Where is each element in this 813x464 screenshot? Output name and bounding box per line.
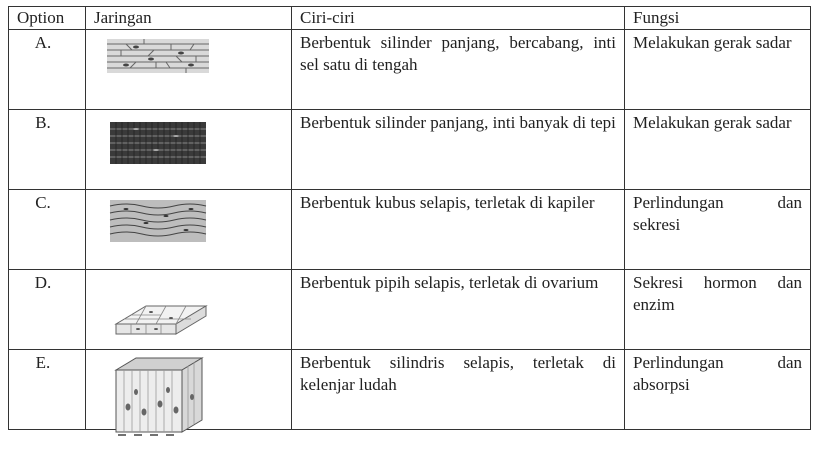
ciri-cell: Berbentuk pipih selapis, terletak di ovarium <box>292 270 625 350</box>
columnar-epithelium-image <box>106 352 210 438</box>
option-label: E. <box>9 350 86 430</box>
fungsi-cell: Sekresi hormon dan enzim <box>625 270 811 350</box>
cardiac-muscle-tissue-image <box>106 36 210 76</box>
table-row <box>9 270 811 350</box>
ciri-cell: Berbentuk silindris selapis, terletak di kelenjar ludah <box>292 350 625 430</box>
header-ciri: Ciri-ciri <box>292 7 625 30</box>
ciri-cell: Berbentuk silinder panjang, bercabang, inti sel satu di tengah <box>292 30 625 110</box>
header-option: Option <box>9 7 86 30</box>
option-label: B. <box>9 110 86 190</box>
tissue-image-cell <box>86 350 292 430</box>
table-row <box>9 350 811 430</box>
table-row <box>9 190 811 270</box>
squamous-epithelium-image <box>106 284 210 344</box>
option-label: C. <box>9 190 86 270</box>
table-row <box>9 110 811 190</box>
ciri-cell: Berbentuk silinder panjang, inti banyak di tepi <box>292 110 625 190</box>
table-row <box>9 30 811 110</box>
skeletal-muscle-tissue-image <box>106 120 210 166</box>
header-fungsi: Fungsi <box>625 7 811 30</box>
header-jaringan: Jaringan <box>86 7 292 30</box>
option-label: D. <box>9 270 86 350</box>
tissue-table <box>8 6 811 430</box>
tissue-image-cell <box>86 190 292 270</box>
smooth-tissue-image <box>106 198 210 244</box>
fungsi-cell: Melakukan gerak sadar <box>625 110 811 190</box>
option-label: A. <box>9 30 86 110</box>
fungsi-cell: Perlindungan dan absorpsi <box>625 350 811 430</box>
header-row <box>9 7 811 30</box>
fungsi-cell: Perlindungan dan sekresi <box>625 190 811 270</box>
fungsi-cell: Melakukan gerak sadar <box>625 30 811 110</box>
ciri-cell: Berbentuk kubus selapis, terletak di kapiler <box>292 190 625 270</box>
tissue-image-cell <box>86 30 292 110</box>
tissue-image-cell <box>86 270 292 350</box>
tissue-image-cell <box>86 110 292 190</box>
